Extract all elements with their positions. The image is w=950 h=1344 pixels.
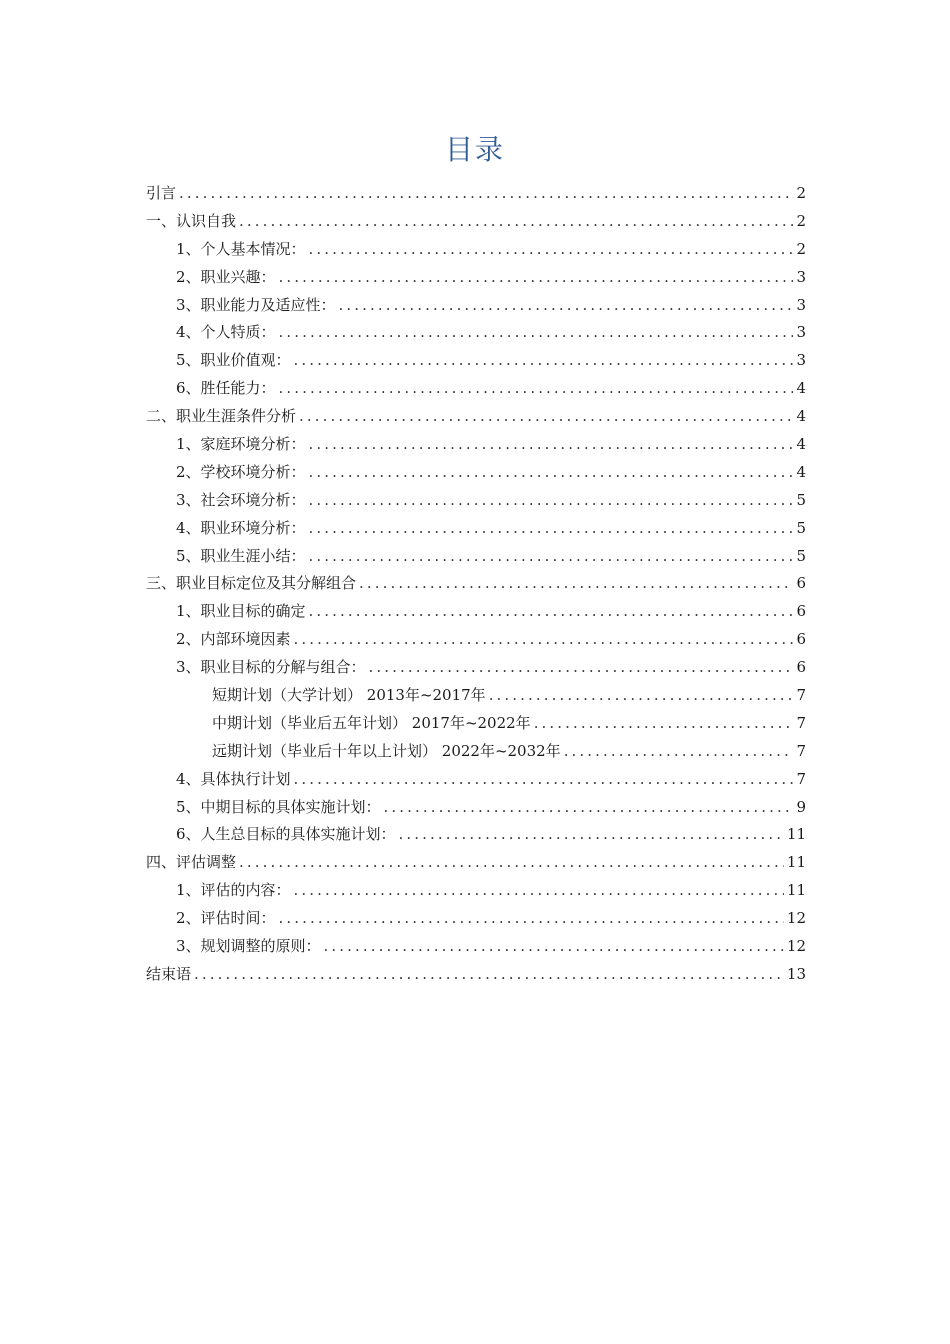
toc-leader-dots	[384, 794, 794, 822]
toc-page-number: 3	[796, 295, 806, 314]
toc-page-number: 5	[796, 518, 806, 537]
toc-entry[interactable]	[146, 264, 806, 292]
toc-page-number: 11	[786, 881, 806, 900]
toc-entry[interactable]	[146, 431, 806, 459]
toc-title: 目录	[444, 133, 505, 166]
toc-entry-label: 6、人生总目标的具体实施计划：	[176, 825, 396, 844]
toc-entry-label: 2、职业兴趣：	[176, 267, 276, 286]
toc-entry[interactable]	[146, 626, 806, 654]
toc-leader-dots	[239, 849, 784, 877]
toc-entry-label: 3、职业能力及适应性：	[176, 295, 336, 314]
toc-leader-dots	[309, 598, 794, 626]
toc-page-number: 3	[796, 323, 806, 342]
toc-entry[interactable]	[146, 933, 806, 961]
toc-entry-label: 4、个人特质：	[176, 323, 276, 342]
toc-entry[interactable]	[146, 570, 806, 598]
toc-entry[interactable]	[146, 292, 806, 320]
toc-entry[interactable]	[146, 236, 806, 264]
toc-entry[interactable]	[146, 459, 806, 487]
toc-page-number: 9	[796, 797, 806, 816]
table-of-contents	[146, 180, 806, 989]
toc-leader-dots	[279, 905, 784, 933]
toc-entry[interactable]	[146, 682, 806, 710]
toc-entry[interactable]	[146, 180, 806, 208]
toc-page-number: 3	[796, 351, 806, 370]
toc-entry[interactable]	[146, 738, 806, 766]
toc-entry-label: 短期计划（大学计划） 2013年~2017年	[212, 686, 486, 705]
toc-page-number: 2	[796, 211, 806, 230]
toc-entry-label: 1、职业目标的确定	[176, 602, 306, 621]
toc-entry-label: 1、家庭环境分析：	[176, 435, 306, 454]
toc-page-number: 11	[786, 853, 806, 872]
toc-entry[interactable]	[146, 375, 806, 403]
toc-leader-dots	[489, 682, 794, 710]
toc-entry[interactable]	[146, 905, 806, 933]
toc-page-number: 4	[796, 435, 806, 454]
toc-entry[interactable]	[146, 794, 806, 822]
toc-page-number: 13	[786, 964, 806, 983]
toc-entry-label: 2、学校环境分析：	[176, 462, 306, 481]
toc-leader-dots	[239, 208, 793, 236]
toc-leader-dots	[534, 710, 794, 738]
toc-entry[interactable]	[146, 654, 806, 682]
toc-entry-label: 2、内部环境因素	[176, 630, 291, 649]
toc-entry[interactable]	[146, 347, 806, 375]
toc-entry-label: 一、认识自我	[146, 211, 237, 230]
toc-page-number: 12	[786, 937, 806, 956]
toc-entry-label: 1、评估的内容：	[176, 881, 291, 900]
toc-entry-label: 3、社会环境分析：	[176, 490, 306, 509]
toc-page-number: 7	[796, 686, 806, 705]
toc-leader-dots	[309, 543, 794, 571]
toc-entry-label: 5、中期目标的具体实施计划：	[176, 797, 381, 816]
toc-entry[interactable]	[146, 849, 806, 877]
toc-page-number: 5	[796, 546, 806, 565]
toc-entry-label: 4、职业环境分析：	[176, 518, 306, 537]
toc-leader-dots	[294, 877, 784, 905]
toc-entry-label: 5、职业价值观：	[176, 351, 291, 370]
toc-page-number: 11	[786, 825, 806, 844]
toc-page-number: 7	[796, 769, 806, 788]
toc-page-number: 4	[796, 462, 806, 481]
toc-entry[interactable]	[146, 319, 806, 347]
toc-leader-dots	[309, 515, 794, 543]
toc-entry-label: 5、职业生涯小结：	[176, 546, 306, 565]
toc-entry[interactable]	[146, 543, 806, 571]
toc-entry-label: 引言	[146, 184, 177, 202]
toc-leader-dots	[179, 180, 793, 208]
toc-entry-label: 1、个人基本情况：	[176, 239, 306, 258]
toc-entry[interactable]	[146, 961, 806, 989]
toc-leader-dots	[309, 487, 794, 515]
toc-page-number: 7	[796, 713, 806, 732]
toc-leader-dots	[309, 459, 794, 487]
toc-entry[interactable]	[146, 710, 806, 738]
toc-entry[interactable]	[146, 515, 806, 543]
toc-leader-dots	[339, 292, 794, 320]
toc-leader-dots	[294, 626, 794, 654]
toc-leader-dots	[324, 933, 784, 961]
toc-entry-label: 结束语	[146, 964, 192, 983]
toc-entry-label: 3、职业目标的分解与组合：	[176, 658, 366, 677]
toc-entry-label: 三、职业目标定位及其分解组合	[146, 574, 357, 593]
toc-entry-label: 4、具体执行计划	[176, 769, 291, 788]
toc-page-number: 5	[796, 490, 806, 509]
toc-page-number: 2	[796, 239, 806, 258]
toc-entry-label: 3、规划调整的原则：	[176, 937, 321, 956]
toc-entry[interactable]	[146, 208, 806, 236]
toc-page-number: 6	[796, 658, 806, 677]
toc-leader-dots	[294, 347, 794, 375]
toc-page-number: 3	[796, 267, 806, 286]
toc-leader-dots	[299, 403, 793, 431]
toc-page-number: 4	[796, 407, 806, 426]
toc-leader-dots	[309, 236, 794, 264]
toc-entry-label: 远期计划（毕业后十年以上计划） 2022年~2032年	[212, 741, 561, 760]
toc-entry[interactable]	[146, 766, 806, 794]
toc-entry[interactable]	[146, 598, 806, 626]
toc-entry-label: 四、评估调整	[146, 853, 237, 872]
toc-entry[interactable]	[146, 403, 806, 431]
toc-leader-dots	[369, 654, 794, 682]
toc-leader-dots	[279, 264, 794, 292]
toc-leader-dots	[564, 738, 794, 766]
toc-entry[interactable]	[146, 487, 806, 515]
toc-entry-label: 中期计划（毕业后五年计划） 2017年~2022年	[212, 713, 531, 732]
toc-entry-label: 2、评估时间：	[176, 909, 276, 928]
toc-page-number: 12	[786, 909, 806, 928]
toc-leader-dots	[399, 821, 784, 849]
toc-page-number: 6	[796, 574, 806, 593]
toc-entry-label: 二、职业生涯条件分析	[146, 407, 297, 426]
toc-leader-dots	[294, 766, 794, 794]
toc-entry[interactable]	[146, 877, 806, 905]
toc-page-number: 4	[796, 379, 806, 398]
toc-leader-dots	[279, 319, 794, 347]
toc-entry[interactable]	[146, 821, 806, 849]
toc-leader-dots	[309, 431, 794, 459]
toc-entry-label: 6、胜任能力：	[176, 379, 276, 398]
toc-page-number: 7	[796, 741, 806, 760]
toc-page-number: 6	[796, 602, 806, 621]
toc-page-number: 2	[796, 184, 806, 202]
toc-leader-dots	[359, 570, 793, 598]
toc-page-number: 6	[796, 630, 806, 649]
toc-leader-dots	[279, 375, 794, 403]
toc-leader-dots	[194, 961, 784, 989]
